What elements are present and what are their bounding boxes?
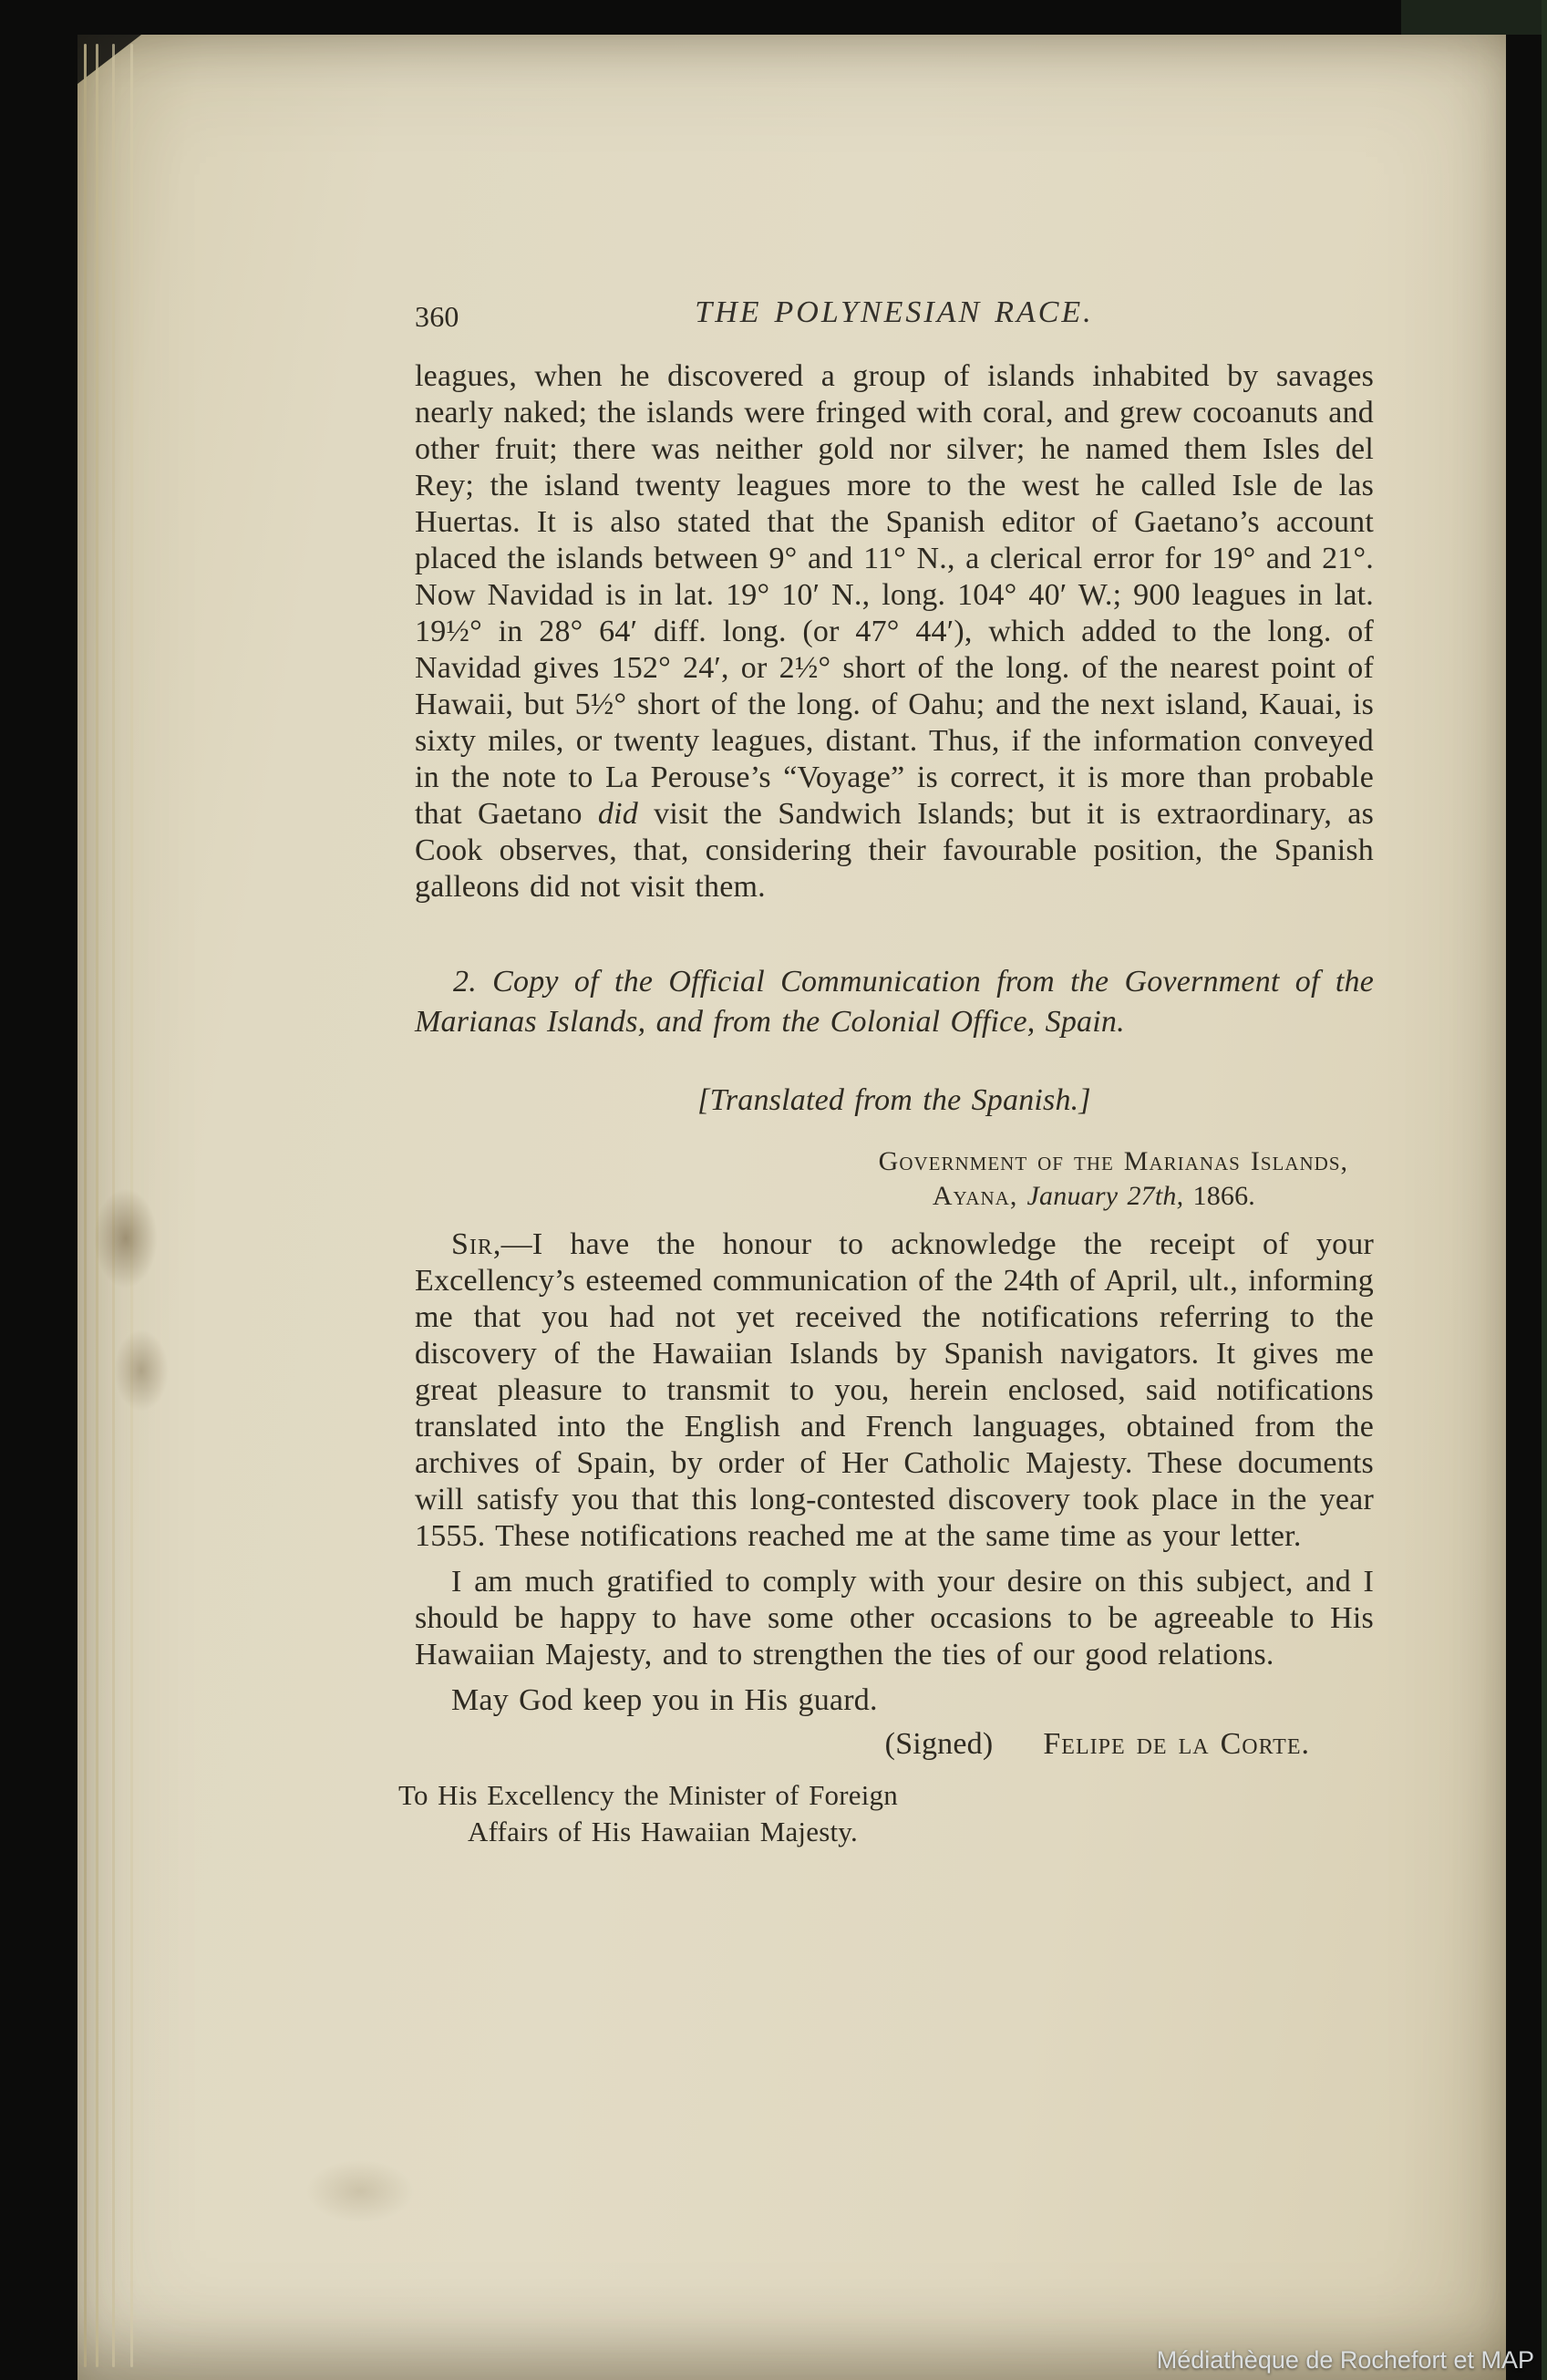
scanned-book-page: [77, 35, 1506, 2380]
signed-name: Felipe de la Corte.: [1043, 1727, 1310, 1761]
paragraph-main-text: leagues, when he discovered a group of islands inhabited by savages nearly naked; the islands were fringed with coral, and grew cocoanuts and other fruit; there was neither gold nor silver; he named them Isles del Rey; the island twenty leagues more to the west he called Isle de las Huertas. It is also stated that the Spanish editor of Gaetano’s account placed the islands between 9° and 11° N., a clerical error for 19° and 21°. Now Navidad is in lat. 19° 10′ N., long. 104° 40′ W.; 900 leagues in lat. 19½° in 28° 64′ diff. long. (or 47° 44′), which added to the long. of Navidad gives 152° 24′, or 2½° short of the long. of the nearest point of Hawaii, but 5½° short of the long. of Oahu; and the next island, Kauai, is sixty miles, or twenty leagues, distant. Thus, if the information conveyed in the note to La Perouse’s “Voyage” is correct, it is more than probable that Gaetano: [415, 359, 1374, 831]
addressee-line-2: Affairs of His Hawaiian Majesty.: [468, 1816, 858, 1847]
stacked-page-edge: [112, 44, 115, 2367]
page-header: [415, 295, 1374, 335]
signature-line: [415, 1726, 1374, 1763]
emphasis-did: did: [597, 797, 638, 831]
signed-label: (Signed): [884, 1727, 994, 1761]
text-column: [398, 295, 1374, 1850]
paragraph-main-text-end: visit the Sandwich Islands; but it is extraordinary, as Cook observes, that, considering their favourable position, the Spanish galleons did not visit them.: [415, 797, 1374, 904]
addressee-block: [398, 1777, 1374, 1850]
section-heading: 2. Copy of the Official Communication from the Government of the Marianas Islands, and from the Colonial Office, Spain.: [415, 965, 1374, 1039]
page-number: 360: [415, 300, 459, 333]
stacked-page-edge: [84, 44, 87, 2367]
dateline-place-date: [415, 1179, 1374, 1214]
dateline-place: Ayana,: [932, 1181, 1018, 1211]
book-board-top: [1401, 0, 1547, 35]
stacked-page-edge: [130, 44, 133, 2367]
book-board-right-edge: [1542, 0, 1547, 2380]
dateline-date: January 27th,: [1026, 1181, 1184, 1211]
letter-dateline: [415, 1144, 1374, 1214]
paper-stain: [94, 1188, 158, 1288]
salutation: Sir: [451, 1227, 493, 1261]
paper-stain: [114, 1330, 169, 1412]
dateline-government: Government of the Marianas Islands,: [878, 1146, 1348, 1176]
addressee-line-1: To His Excellency the Minister of Foreign: [398, 1779, 898, 1811]
translated-note: [Translated from the Spanish.]: [697, 1083, 1091, 1117]
letter-paragraph-1: [415, 1226, 1374, 1555]
letter-paragraph-3: May God keep you in His guard.: [451, 1683, 878, 1717]
letter-paragraph-1-text: ,—I have the honour to acknowledge the receipt of your Excellency’s esteemed communication of the 24th of April, ult., informing me that you had not yet received the notifications referring to the discovery of the Hawaiian Islands by Spanish navigators. It gives me great pleasure to transmit to you, herein enclosed, said notifications translated into the English and French languages, obtained from the archives of Spain, by order of Her Catholic Majesty. These documents will satisfy you that this long-contested discovery took place in the year 1555. These notifications reached me at the same time as your letter.: [415, 1227, 1374, 1553]
letter-paragraph-2: I am much gratified to comply with your desire on this subject, and I should be happy to have some other occasions to be agreeable to His Hawaiian Majesty, and to strengthen the ties of our good relations.: [415, 1565, 1374, 1671]
paper-stain: [305, 2159, 415, 2223]
stacked-page-edge: [96, 44, 98, 2367]
dateline-year: 1866.: [1183, 1181, 1255, 1211]
library-watermark: Médiathèque de Rochefort et MAP: [1156, 2346, 1534, 2374]
paragraph-main: [415, 358, 1374, 905]
running-title: THE POLYNESIAN RACE.: [695, 295, 1094, 329]
